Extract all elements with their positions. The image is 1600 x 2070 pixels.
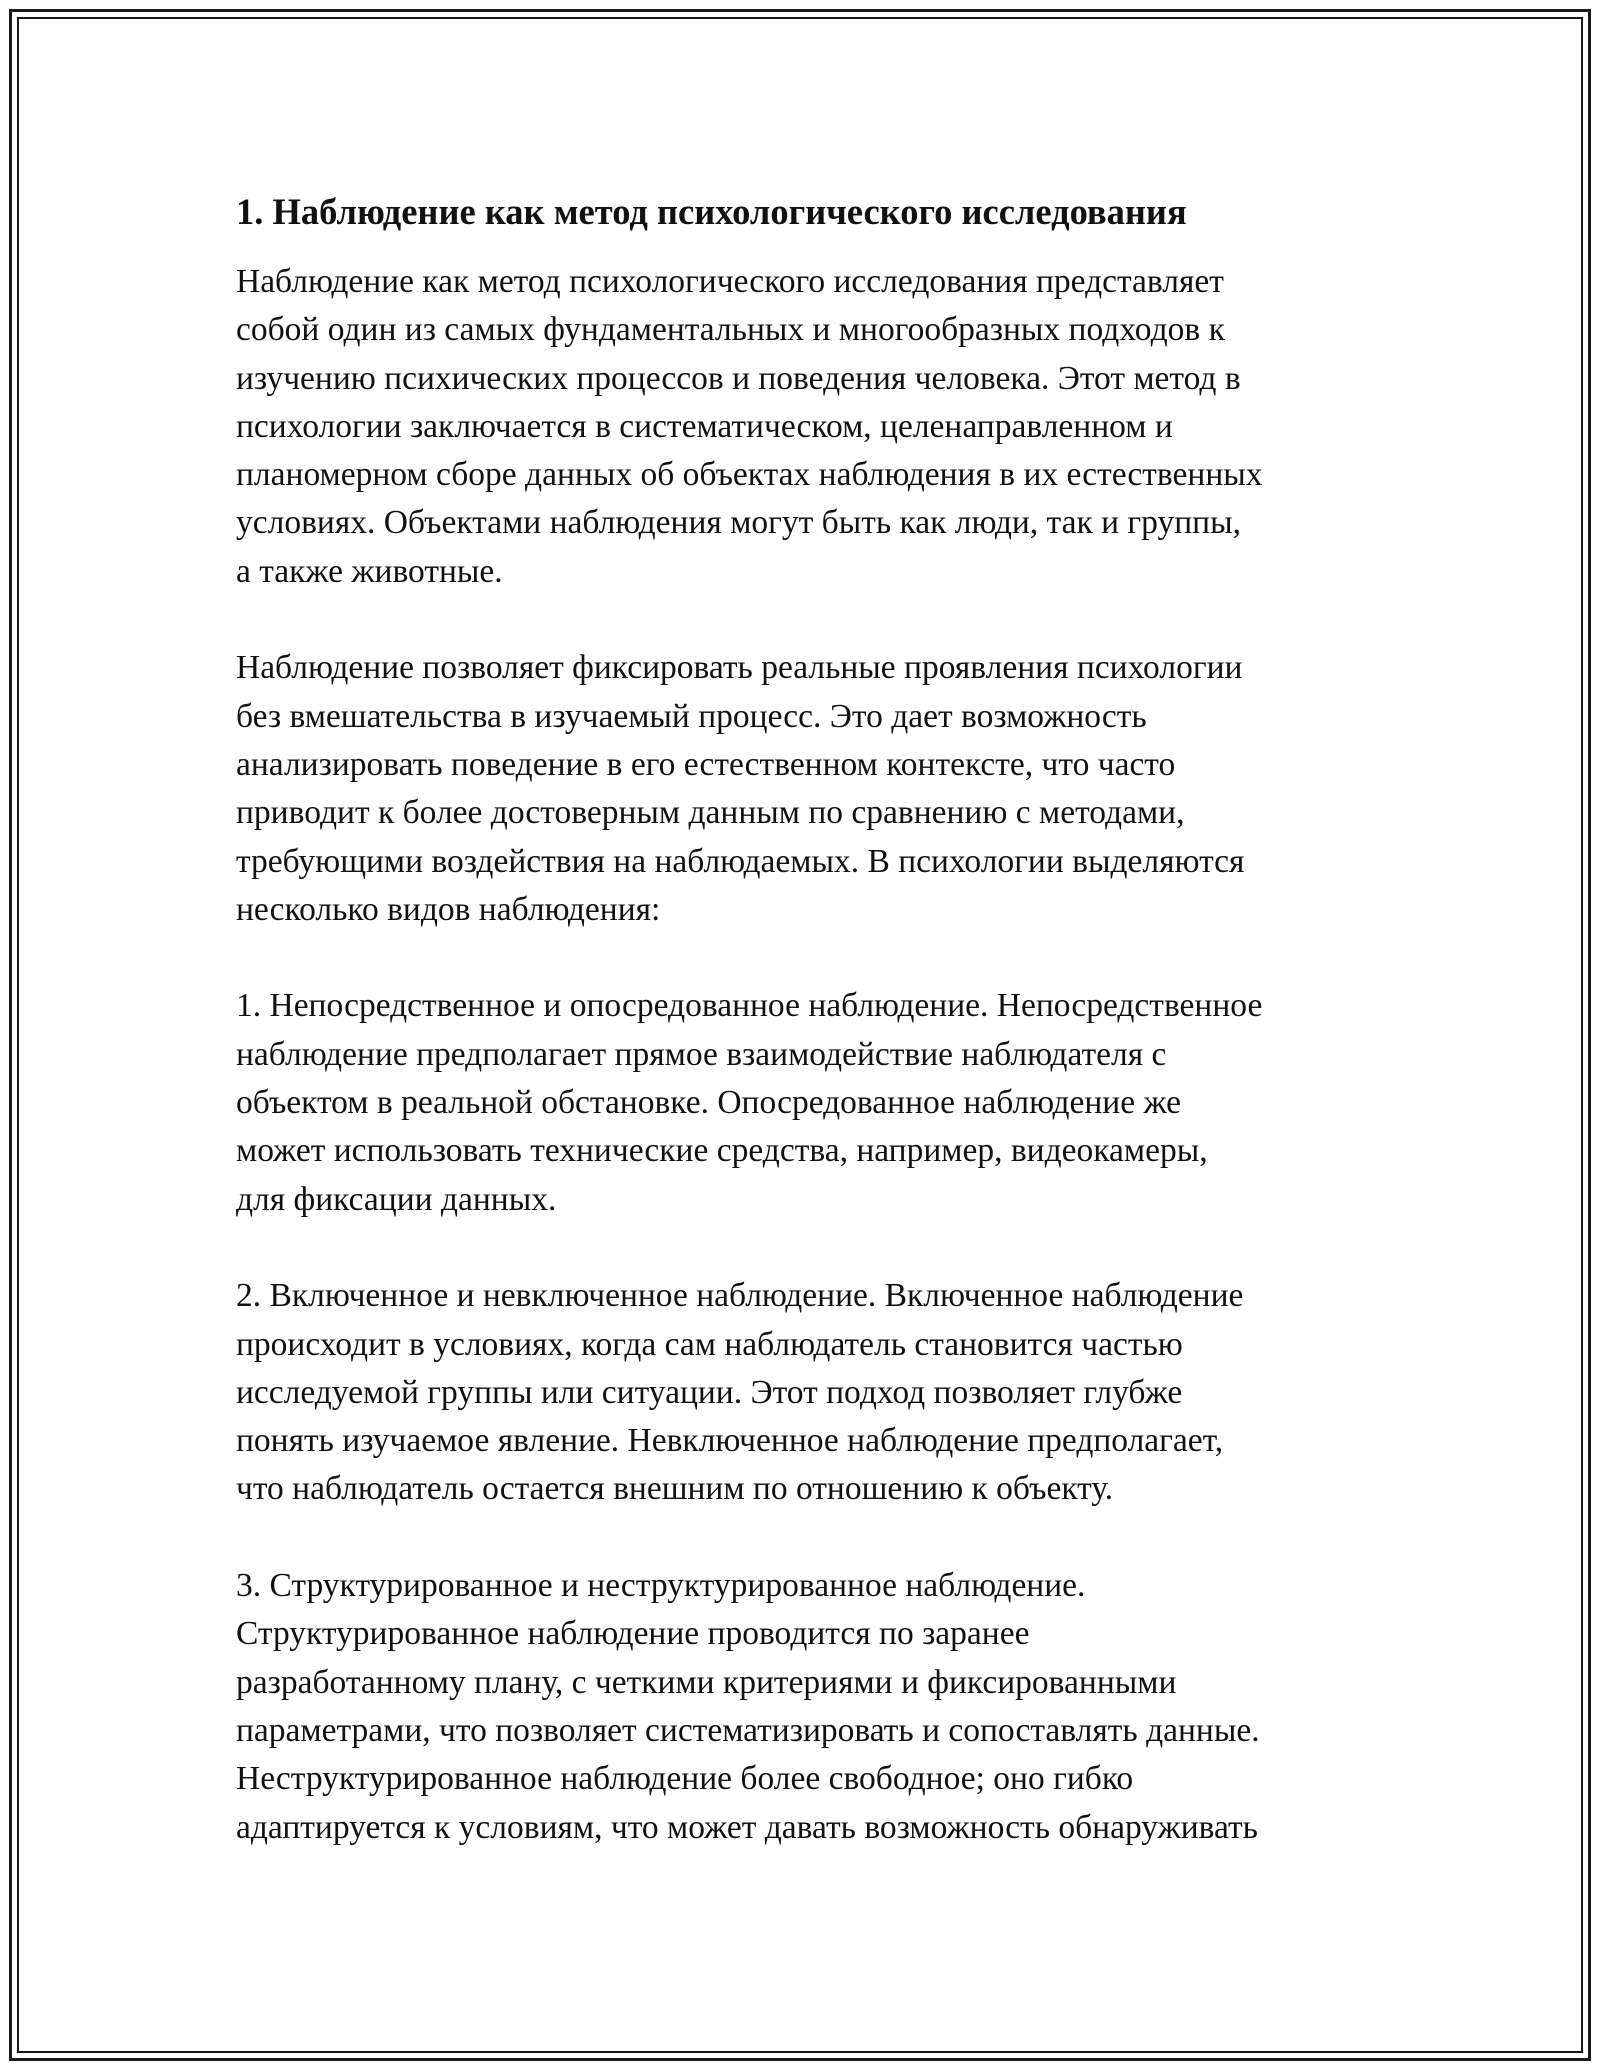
paragraph-intro	[236, 258, 1376, 596]
text-line: требующими воздействия на наблюдаемых. В психологии выделяются	[236, 842, 1245, 880]
text-line: происходит в условиях, когда сам наблюдатель становится частью	[236, 1325, 1183, 1363]
paragraph-overview	[236, 644, 1376, 934]
text-line: что наблюдатель остается внешним по отношению к объекту.	[236, 1470, 1114, 1508]
document-body	[236, 188, 1376, 1900]
text-line: Наблюдение как метод психологического исследования представляет	[236, 263, 1224, 300]
text-line: приводит к более достоверным данным по сравнению с методами,	[236, 794, 1185, 832]
text-line: планомерном сборе данных об объектах наблюдения в их естественных	[236, 456, 1263, 494]
text-line: несколько видов наблюдения:	[236, 890, 661, 928]
text-line: психологии заключается в систематическом, целенаправленном и	[236, 407, 1173, 445]
text-line: 1. Непосредственное и опосредованное наблюдение. Непосредственное	[236, 987, 1263, 1025]
text-line: Структурированное наблюдение проводится по заранее	[236, 1615, 1030, 1653]
text-line: объектом в реальной обстановке. Опосредованное наблюдение же	[236, 1084, 1182, 1122]
list-item-1	[236, 982, 1376, 1223]
text-line: 3. Структурированное и неструктурированное наблюдение.	[236, 1567, 1086, 1605]
text-line: без вмешательства в изучаемый процесс. Это дает возможность	[236, 697, 1147, 735]
text-line: анализировать поведение в его естественном контексте, что часто	[236, 745, 1176, 783]
text-line: адаптируется к условиям, что может давать возможность обнаруживать	[236, 1808, 1258, 1846]
list-item-3	[236, 1562, 1376, 1852]
text-line: Неструктурированное наблюдение более свободное; оно гибко	[236, 1760, 1134, 1798]
text-line: наблюдение предполагает прямое взаимодействие наблюдателя с	[236, 1035, 1167, 1073]
section-title: 1. Наблюдение как метод психологического исследования	[236, 191, 1187, 232]
text-line: Наблюдение позволяет фиксировать реальные проявления психологии	[236, 649, 1243, 687]
text-line: а также животные.	[236, 552, 503, 590]
text-line: для фиксации данных.	[236, 1180, 557, 1218]
text-line: условиях. Объектами наблюдения могут быть как люди, так и группы,	[236, 504, 1241, 542]
text-line: 2. Включенное и невключенное наблюдение. Включенное наблюдение	[236, 1277, 1244, 1315]
text-line: может использовать технические средства, например, видеокамеры,	[236, 1132, 1208, 1170]
text-line: параметрами, что позволяет систематизировать и сопоставлять данные.	[236, 1711, 1260, 1749]
text-line: разработанному плану, с четкими критериями и фиксированными	[236, 1663, 1177, 1701]
text-line: исследуемой группы или ситуации. Этот подход позволяет глубже	[236, 1373, 1183, 1411]
text-line: собой один из самых фундаментальных и многообразных подходов к	[236, 311, 1225, 349]
text-line: изучению психических процессов и поведения человека. Этот метод в	[236, 359, 1241, 397]
text-line: понять изучаемое явление. Невключенное наблюдение предполагает,	[236, 1422, 1224, 1460]
list-item-2	[236, 1272, 1376, 1513]
